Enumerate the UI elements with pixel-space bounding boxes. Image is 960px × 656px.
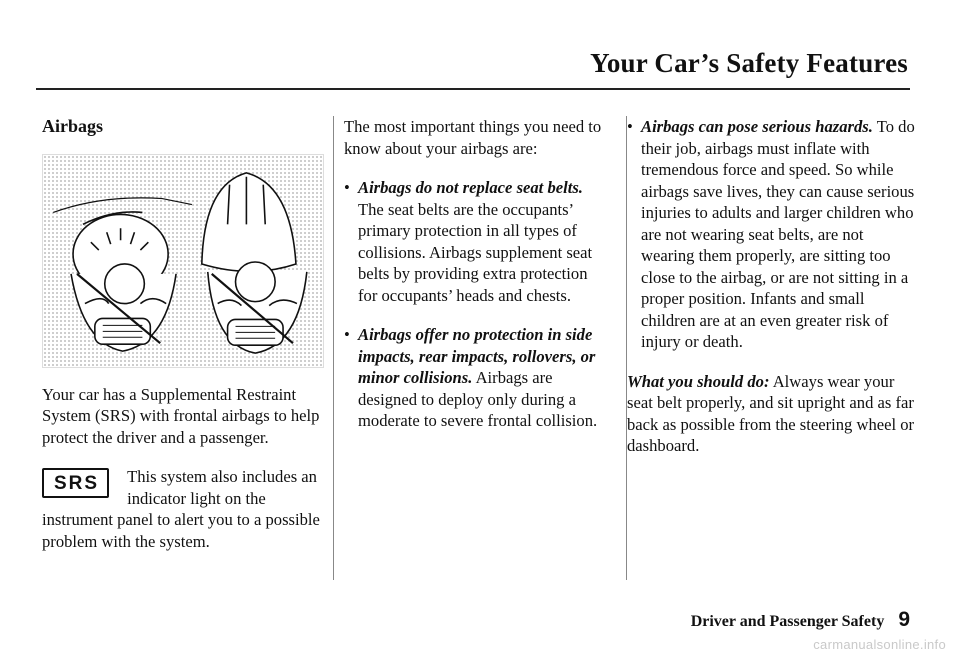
section-title: Airbags [42, 116, 104, 136]
watermark: carmanualsonline.info [813, 637, 946, 652]
srs-paragraph [42, 466, 324, 552]
bullet-text: Airbags are designed to deploy only during a moderate to severe frontal collision. [358, 368, 598, 430]
bullet-item [344, 177, 606, 306]
bullet-icon: • [344, 178, 350, 197]
bullet-icon: • [344, 325, 350, 344]
page-footer [691, 608, 910, 632]
bullet-text: To do their job, airbags must inflate with tremendous force and speed. So while airbags save lives, they can cause serious injuries to adults and larger children who are not wearing seat belts, are not wearing them properly, are sitting too close to the airbag, or are not sitting in a proper position. Infants and small children are at an even greater risk of injury or death. [641, 117, 915, 351]
bullet-text: The seat belts are the occupants’ primary protection in all types of collisions. Airbags supplement seat belts by providing extra protection for occupants’ heads and chests. [358, 199, 593, 305]
bullet-item [344, 324, 606, 432]
advice-paragraph [627, 371, 917, 457]
intro-paragraph: Your car has a Supplemental Restraint System (SRS) with frontal airbags to help protect the driver and a passenger. [42, 384, 320, 447]
airbag-illustration [42, 154, 324, 368]
column-right [627, 116, 917, 475]
intro-text: The most important things you need to know about your airbags are: [344, 117, 602, 158]
column-divider [333, 116, 334, 580]
airbag-deployment-image [43, 155, 323, 367]
page-header-title: Your Car’s Safety Features [590, 48, 908, 78]
advice-lead: What you should do: [627, 371, 770, 391]
bullet-lead: Airbags do not replace seat belts. [358, 178, 583, 197]
bullet-icon: • [627, 117, 633, 136]
srs-indicator-icon: SRS [42, 468, 109, 498]
column-middle [344, 116, 606, 450]
srs-paragraph-text: This system also includes an indicator light on the instrument panel to alert you to a possible problem with the system. [42, 467, 320, 551]
advice-text: Always wear your seat belt properly, and sit upright and as far back as possible from the steering wheel or dashboard. [627, 371, 915, 455]
footer-section: Driver and Passenger Safety [690, 613, 885, 630]
bullet-item [627, 116, 917, 353]
column-left [42, 116, 324, 552]
header-rule [36, 88, 910, 90]
bullet-lead: Airbags offer no protection in side impacts, rear impacts, rollovers, or minor collisions. [358, 325, 596, 387]
page-number: 9 [898, 608, 910, 631]
bullet-lead: Airbags can pose serious hazards. [641, 117, 873, 136]
